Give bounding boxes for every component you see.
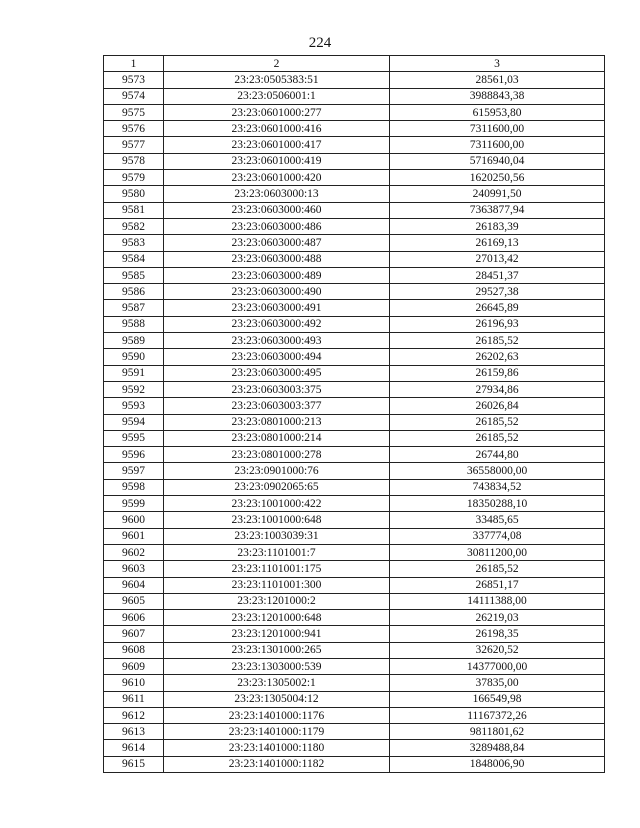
value-cell: 18350288,10 bbox=[390, 496, 605, 512]
value-cell: 1620250,56 bbox=[390, 170, 605, 186]
cadastral-number-cell: 23:23:0603000:494 bbox=[164, 349, 390, 365]
data-table bbox=[103, 55, 605, 773]
table-row bbox=[104, 463, 605, 479]
table-row bbox=[104, 121, 605, 137]
row-number-cell: 9577 bbox=[104, 137, 164, 153]
cadastral-number-cell: 23:23:0601000:417 bbox=[164, 137, 390, 153]
value-cell: 26744,80 bbox=[390, 447, 605, 463]
value-cell: 26026,84 bbox=[390, 398, 605, 414]
row-number-cell: 9592 bbox=[104, 381, 164, 397]
table-row bbox=[104, 447, 605, 463]
row-number-cell: 9586 bbox=[104, 284, 164, 300]
table-row bbox=[104, 72, 605, 88]
value-cell: 3988843,38 bbox=[390, 88, 605, 104]
table-row bbox=[104, 724, 605, 740]
cadastral-number-cell: 23:23:0603000:491 bbox=[164, 300, 390, 316]
table-row bbox=[104, 707, 605, 723]
value-cell: 36558000,00 bbox=[390, 463, 605, 479]
cadastral-number-cell: 23:23:1201000:941 bbox=[164, 626, 390, 642]
cadastral-number-cell: 23:23:0603003:375 bbox=[164, 381, 390, 397]
cadastral-number-cell: 23:23:0603000:492 bbox=[164, 316, 390, 332]
table-row bbox=[104, 496, 605, 512]
value-cell: 615953,80 bbox=[390, 104, 605, 120]
value-cell: 7363877,94 bbox=[390, 202, 605, 218]
cadastral-number-cell: 23:23:0601000:419 bbox=[164, 153, 390, 169]
row-number-cell: 9610 bbox=[104, 675, 164, 691]
value-cell: 7311600,00 bbox=[390, 121, 605, 137]
value-cell: 14111388,00 bbox=[390, 593, 605, 609]
table-row bbox=[104, 675, 605, 691]
cadastral-number-cell: 23:23:1201000:648 bbox=[164, 610, 390, 626]
cadastral-number-cell: 23:23:0801000:278 bbox=[164, 447, 390, 463]
row-number-cell: 9606 bbox=[104, 610, 164, 626]
value-cell: 28561,03 bbox=[390, 72, 605, 88]
cadastral-number-cell: 23:23:0603000:489 bbox=[164, 267, 390, 283]
table-row bbox=[104, 593, 605, 609]
table-row bbox=[104, 300, 605, 316]
row-number-cell: 9615 bbox=[104, 756, 164, 772]
cadastral-number-cell: 23:23:0603000:490 bbox=[164, 284, 390, 300]
row-number-cell: 9611 bbox=[104, 691, 164, 707]
value-cell: 26198,35 bbox=[390, 626, 605, 642]
row-number-cell: 9583 bbox=[104, 235, 164, 251]
cadastral-number-cell: 23:23:0901000:76 bbox=[164, 463, 390, 479]
value-cell: 337774,08 bbox=[390, 528, 605, 544]
page-number: 224 bbox=[308, 35, 332, 51]
row-number-cell: 9588 bbox=[104, 316, 164, 332]
table-row bbox=[104, 561, 605, 577]
value-cell: 26202,63 bbox=[390, 349, 605, 365]
value-cell: 14377000,00 bbox=[390, 658, 605, 674]
row-number-cell: 9609 bbox=[104, 658, 164, 674]
row-number-cell: 9575 bbox=[104, 104, 164, 120]
table-body bbox=[104, 56, 605, 773]
cadastral-number-cell: 23:23:1305004:12 bbox=[164, 691, 390, 707]
table-row bbox=[104, 349, 605, 365]
row-number-cell: 9573 bbox=[104, 72, 164, 88]
row-number-cell: 9580 bbox=[104, 186, 164, 202]
cadastral-number-cell: 23:23:0603003:377 bbox=[164, 398, 390, 414]
table-row bbox=[104, 691, 605, 707]
value-cell: 28451,37 bbox=[390, 267, 605, 283]
value-cell: 26169,13 bbox=[390, 235, 605, 251]
row-number-cell: 9614 bbox=[104, 740, 164, 756]
cadastral-number-cell: 23:23:1401000:1176 bbox=[164, 707, 390, 723]
cadastral-number-cell: 23:23:0505383:51 bbox=[164, 72, 390, 88]
value-cell: 1848006,90 bbox=[390, 756, 605, 772]
row-number-cell: 9585 bbox=[104, 267, 164, 283]
cadastral-number-cell: 23:23:0506001:1 bbox=[164, 88, 390, 104]
header-cell-1: 1 bbox=[104, 56, 164, 72]
table-row bbox=[104, 267, 605, 283]
cadastral-number-cell: 23:23:0603000:487 bbox=[164, 235, 390, 251]
row-number-cell: 9613 bbox=[104, 724, 164, 740]
value-cell: 30811200,00 bbox=[390, 544, 605, 560]
cadastral-number-cell: 23:23:1101001:175 bbox=[164, 561, 390, 577]
value-cell: 29527,38 bbox=[390, 284, 605, 300]
row-number-cell: 9612 bbox=[104, 707, 164, 723]
cadastral-number-cell: 23:23:1201000:2 bbox=[164, 593, 390, 609]
header-cell-2: 2 bbox=[164, 56, 390, 72]
cadastral-number-cell: 23:23:1401000:1182 bbox=[164, 756, 390, 772]
value-cell: 5716940,04 bbox=[390, 153, 605, 169]
value-cell: 26185,52 bbox=[390, 430, 605, 446]
cadastral-number-cell: 23:23:1401000:1179 bbox=[164, 724, 390, 740]
row-number-cell: 9574 bbox=[104, 88, 164, 104]
value-cell: 26185,52 bbox=[390, 414, 605, 430]
table-row bbox=[104, 610, 605, 626]
cadastral-number-cell: 23:23:0801000:214 bbox=[164, 430, 390, 446]
value-cell: 11167372,26 bbox=[390, 707, 605, 723]
table-row bbox=[104, 186, 605, 202]
table-row bbox=[104, 88, 605, 104]
value-cell: 26196,93 bbox=[390, 316, 605, 332]
value-cell: 26645,89 bbox=[390, 300, 605, 316]
row-number-cell: 9591 bbox=[104, 365, 164, 381]
cadastral-number-cell: 23:23:1003039:31 bbox=[164, 528, 390, 544]
table-row bbox=[104, 333, 605, 349]
row-number-cell: 9584 bbox=[104, 251, 164, 267]
row-number-cell: 9604 bbox=[104, 577, 164, 593]
cadastral-number-cell: 23:23:1101001:7 bbox=[164, 544, 390, 560]
row-number-cell: 9605 bbox=[104, 593, 164, 609]
table-row bbox=[104, 153, 605, 169]
value-cell: 26185,52 bbox=[390, 333, 605, 349]
value-cell: 240991,50 bbox=[390, 186, 605, 202]
value-cell: 33485,65 bbox=[390, 512, 605, 528]
row-number-cell: 9602 bbox=[104, 544, 164, 560]
row-number-cell: 9581 bbox=[104, 202, 164, 218]
cadastral-number-cell: 23:23:0603000:460 bbox=[164, 202, 390, 218]
value-cell: 32620,52 bbox=[390, 642, 605, 658]
value-cell: 26183,39 bbox=[390, 218, 605, 234]
row-number-cell: 9597 bbox=[104, 463, 164, 479]
table-row bbox=[104, 235, 605, 251]
row-number-cell: 9578 bbox=[104, 153, 164, 169]
value-cell: 166549,98 bbox=[390, 691, 605, 707]
cadastral-number-cell: 23:23:0603000:495 bbox=[164, 365, 390, 381]
table-row bbox=[104, 479, 605, 495]
table-row bbox=[104, 365, 605, 381]
row-number-cell: 9598 bbox=[104, 479, 164, 495]
table-row bbox=[104, 756, 605, 772]
cadastral-number-cell: 23:23:0601000:416 bbox=[164, 121, 390, 137]
row-number-cell: 9596 bbox=[104, 447, 164, 463]
cadastral-number-cell: 23:23:0902065:65 bbox=[164, 479, 390, 495]
cadastral-number-cell: 23:23:1305002:1 bbox=[164, 675, 390, 691]
value-cell: 26851,17 bbox=[390, 577, 605, 593]
cadastral-number-cell: 23:23:0603000:488 bbox=[164, 251, 390, 267]
table-row bbox=[104, 430, 605, 446]
row-number-cell: 9576 bbox=[104, 121, 164, 137]
row-number-cell: 9608 bbox=[104, 642, 164, 658]
row-number-cell: 9593 bbox=[104, 398, 164, 414]
cadastral-number-cell: 23:23:0601000:277 bbox=[164, 104, 390, 120]
cadastral-number-cell: 23:23:1001000:648 bbox=[164, 512, 390, 528]
cadastral-number-cell: 23:23:1101001:300 bbox=[164, 577, 390, 593]
row-number-cell: 9594 bbox=[104, 414, 164, 430]
table-row bbox=[104, 577, 605, 593]
cadastral-number-cell: 23:23:0603000:486 bbox=[164, 218, 390, 234]
value-cell: 37835,00 bbox=[390, 675, 605, 691]
table-row bbox=[104, 251, 605, 267]
cadastral-number-cell: 23:23:0601000:420 bbox=[164, 170, 390, 186]
table-row bbox=[104, 414, 605, 430]
row-number-cell: 9589 bbox=[104, 333, 164, 349]
value-cell: 9811801,62 bbox=[390, 724, 605, 740]
table-row bbox=[104, 658, 605, 674]
row-number-cell: 9603 bbox=[104, 561, 164, 577]
header-cell-3: 3 bbox=[390, 56, 605, 72]
value-cell: 26219,03 bbox=[390, 610, 605, 626]
table-row bbox=[104, 740, 605, 756]
value-cell: 26185,52 bbox=[390, 561, 605, 577]
table-row bbox=[104, 528, 605, 544]
cadastral-number-cell: 23:23:1001000:422 bbox=[164, 496, 390, 512]
row-number-cell: 9599 bbox=[104, 496, 164, 512]
table-row bbox=[104, 137, 605, 153]
value-cell: 27934,86 bbox=[390, 381, 605, 397]
table-row bbox=[104, 202, 605, 218]
row-number-cell: 9590 bbox=[104, 349, 164, 365]
cadastral-number-cell: 23:23:1401000:1180 bbox=[164, 740, 390, 756]
table-row bbox=[104, 398, 605, 414]
table-row bbox=[104, 381, 605, 397]
cadastral-number-cell: 23:23:0603000:493 bbox=[164, 333, 390, 349]
value-cell: 7311600,00 bbox=[390, 137, 605, 153]
value-cell: 3289488,84 bbox=[390, 740, 605, 756]
cadastral-number-cell: 23:23:1301000:265 bbox=[164, 642, 390, 658]
value-cell: 27013,42 bbox=[390, 251, 605, 267]
table-row bbox=[104, 544, 605, 560]
row-number-cell: 9607 bbox=[104, 626, 164, 642]
row-number-cell: 9582 bbox=[104, 218, 164, 234]
header-row bbox=[104, 56, 605, 72]
table-row bbox=[104, 170, 605, 186]
row-number-cell: 9600 bbox=[104, 512, 164, 528]
cadastral-number-cell: 23:23:0603000:13 bbox=[164, 186, 390, 202]
table-row bbox=[104, 316, 605, 332]
table-row bbox=[104, 642, 605, 658]
value-cell: 743834,52 bbox=[390, 479, 605, 495]
cadastral-number-cell: 23:23:1303000:539 bbox=[164, 658, 390, 674]
value-cell: 26159,86 bbox=[390, 365, 605, 381]
row-number-cell: 9579 bbox=[104, 170, 164, 186]
row-number-cell: 9587 bbox=[104, 300, 164, 316]
row-number-cell: 9595 bbox=[104, 430, 164, 446]
table-row bbox=[104, 218, 605, 234]
row-number-cell: 9601 bbox=[104, 528, 164, 544]
table-row bbox=[104, 512, 605, 528]
table-row bbox=[104, 626, 605, 642]
cadastral-number-cell: 23:23:0801000:213 bbox=[164, 414, 390, 430]
table-row bbox=[104, 284, 605, 300]
table-row bbox=[104, 104, 605, 120]
